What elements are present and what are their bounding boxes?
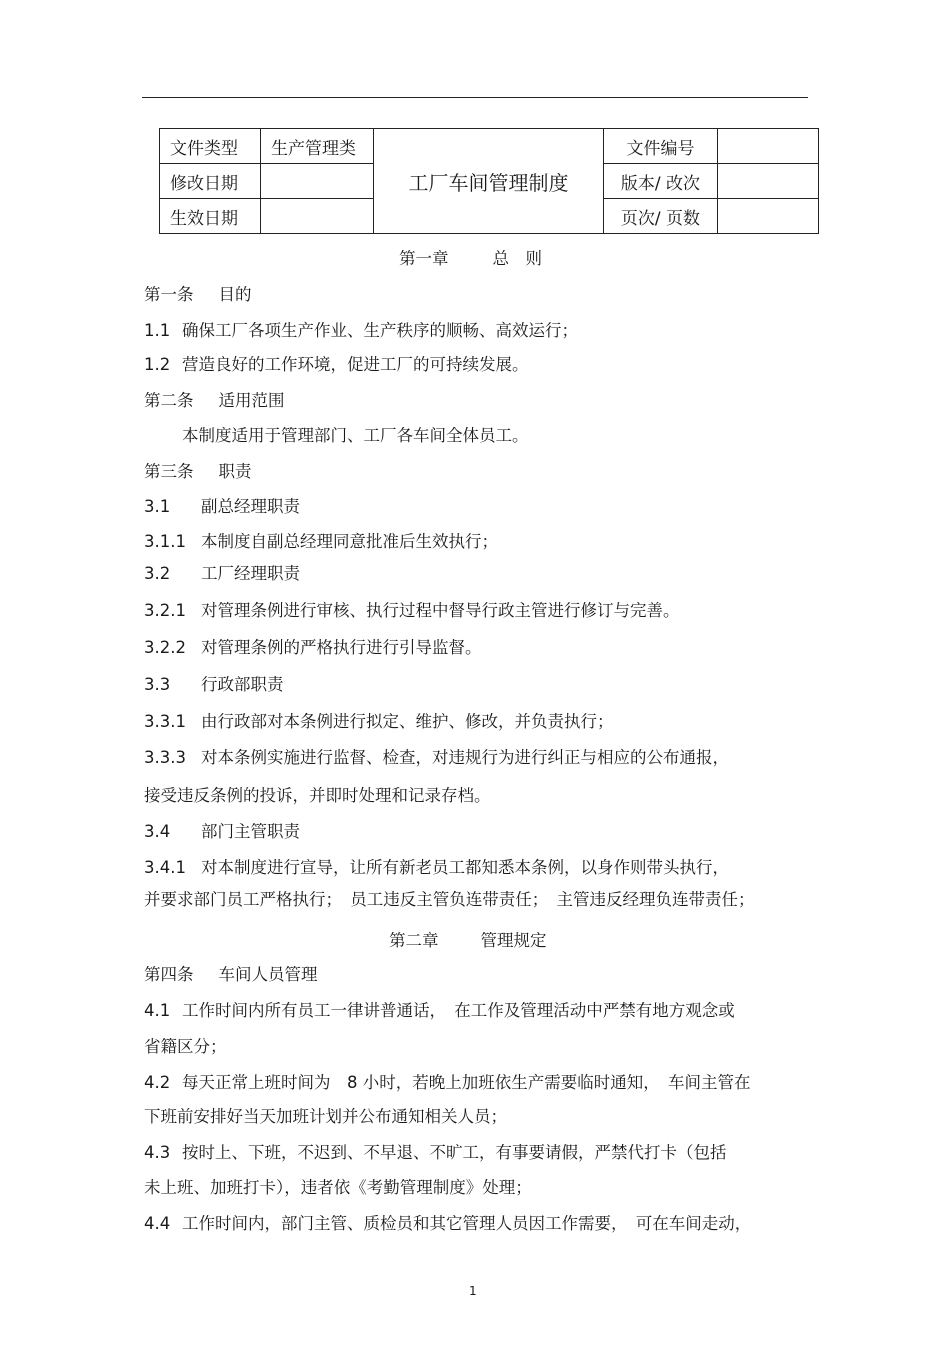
article-4-heading [144,964,318,986]
article-2-text: 本制度适用于管理部门、工厂各车间全体员工。 [182,426,529,445]
clause-number: 3.3.1 [144,712,186,731]
clause-number: 4.4 [144,1214,171,1233]
clause-number: 3.1 [144,497,171,516]
clause-number: 3.2.2 [144,638,186,657]
clause-text: 工作时间内，部门主管、质检员和其它管理人员因工作需要， 可在车间走动， [182,1214,752,1233]
clause-4-4 [144,1213,751,1235]
clause-text: 工作时间内所有员工一律讲普通话， 在工作及管理活动中严禁有地方观念或 [182,1001,735,1020]
clause-number: 3.2.1 [144,601,186,620]
effective-date-value [261,199,374,234]
article-number: 第四条 [144,965,194,984]
article-number: 第二条 [144,391,194,410]
clause-text: 行政部职责 [201,675,284,694]
clause-3-2 [144,563,300,585]
clause-4-3 [144,1142,727,1164]
clause-number: 3.2 [144,564,171,583]
doc-no-value [718,129,819,164]
modified-date-label: 修改日期 [160,164,261,199]
clause-text: 对管理条例进行审核、执行过程中督导行政主管进行修订与完善。 [201,601,680,620]
clause-3-4 [144,821,300,843]
clause-3-4-1-continued: 并要求部门员工严格执行； 员工违反主管负连带责任； 主管违反经理负连带责任； [144,890,755,909]
clause-1-1 [144,320,578,342]
clause-text: 营造良好的工作环境，促进工厂的可持续发展。 [182,355,529,374]
clause-1-2 [144,354,529,376]
chapter-title: 管理规定 [480,931,547,950]
clause-text: 工厂经理职责 [201,564,300,583]
clause-text: 确保工厂各项生产作业、生产秩序的顺畅、高效运行； [182,321,578,340]
clause-number: 3.3.3 [144,748,186,767]
header-rule [142,97,808,98]
clause-text: 由行政部对本条例进行拟定、维护、修改，并负责执行； [201,712,614,731]
article-title: 目的 [218,285,252,304]
clause-4-2 [144,1072,751,1094]
clause-4-2-continued: 下班前安排好当天加班计划并公布通知相关人员； [144,1107,507,1126]
clause-3-1 [144,496,300,518]
document-header-table [159,128,819,234]
chapter-title: 总 则 [492,249,542,268]
clause-3-1-1 [144,531,498,553]
clause-number: 3.3 [144,675,171,694]
article-title: 职责 [218,462,252,481]
page-count-value [718,199,819,234]
page-number: 1 [469,1284,477,1298]
clause-number: 4.1 [144,1001,171,1020]
chapter-2-heading [389,930,547,952]
clause-3-2-2 [144,637,482,659]
page-count-label: 页次/ 页数 [604,199,718,234]
clause-text: 部门主管职责 [201,822,300,841]
document-title: 工厂车间管理制度 [374,129,604,234]
clause-text: 对本制度进行宣导，让所有新老员工都知悉本条例，以身作则带头执行， [201,858,729,877]
clause-text: 对管理条例的严格执行进行引导监督。 [201,638,482,657]
article-1-heading [144,284,252,306]
article-title: 车间人员管理 [218,965,318,984]
version-label: 版本/ 改次 [604,164,718,199]
article-number: 第一条 [144,285,194,304]
clause-4-3-continued: 未上班、加班打卡），违者依《考勤管理制度》处理； [144,1178,532,1197]
clause-number: 1.1 [144,321,171,340]
clause-3-3-3-continued: 接受违反条例的投诉，并即时处理和记录存档。 [144,786,491,805]
clause-text: 按时上、下班，不迟到、不早退、不旷工，有事要请假，严禁代打卡（包括 [182,1143,727,1162]
effective-date-label: 生效日期 [160,199,261,234]
clause-number: 3.4 [144,822,171,841]
clause-number: 4.2 [144,1073,171,1092]
chapter-number: 第一章 [399,249,449,268]
clause-text: 副总经理职责 [201,497,300,516]
doc-type-label: 文件类型 [160,129,261,164]
clause-number: 3.4.1 [144,858,186,877]
clause-3-3 [144,674,284,696]
clause-text: 本制度自副总经理同意批准后生效执行； [201,532,498,551]
modified-date-value [261,164,374,199]
article-number: 第三条 [144,462,194,481]
clause-4-1 [144,1000,735,1022]
clause-text: 对本条例实施进行监督、检查，对违规行为进行纠正与相应的公布通报， [201,748,729,767]
doc-no-label: 文件编号 [604,129,718,164]
doc-type-value: 生产管理类 [261,129,374,164]
chapter-number: 第二章 [389,931,439,950]
clause-4-1-continued: 省籍区分； [144,1037,227,1056]
clause-3-2-1 [144,600,680,622]
clause-number: 1.2 [144,355,171,374]
clause-text: 每天正常上班时间为 8 小时，若晚上加班依生产需要临时通知， 车间主管在 [182,1073,751,1092]
clause-number: 3.1.1 [144,532,186,551]
clause-3-4-1 [144,857,729,879]
clause-number: 4.3 [144,1143,171,1162]
article-2-heading [144,390,285,412]
article-title: 适用范围 [218,391,285,410]
chapter-1-heading [399,248,542,270]
clause-3-3-1 [144,711,614,733]
clause-3-3-3 [144,747,729,769]
article-3-heading [144,461,252,483]
version-value [718,164,819,199]
